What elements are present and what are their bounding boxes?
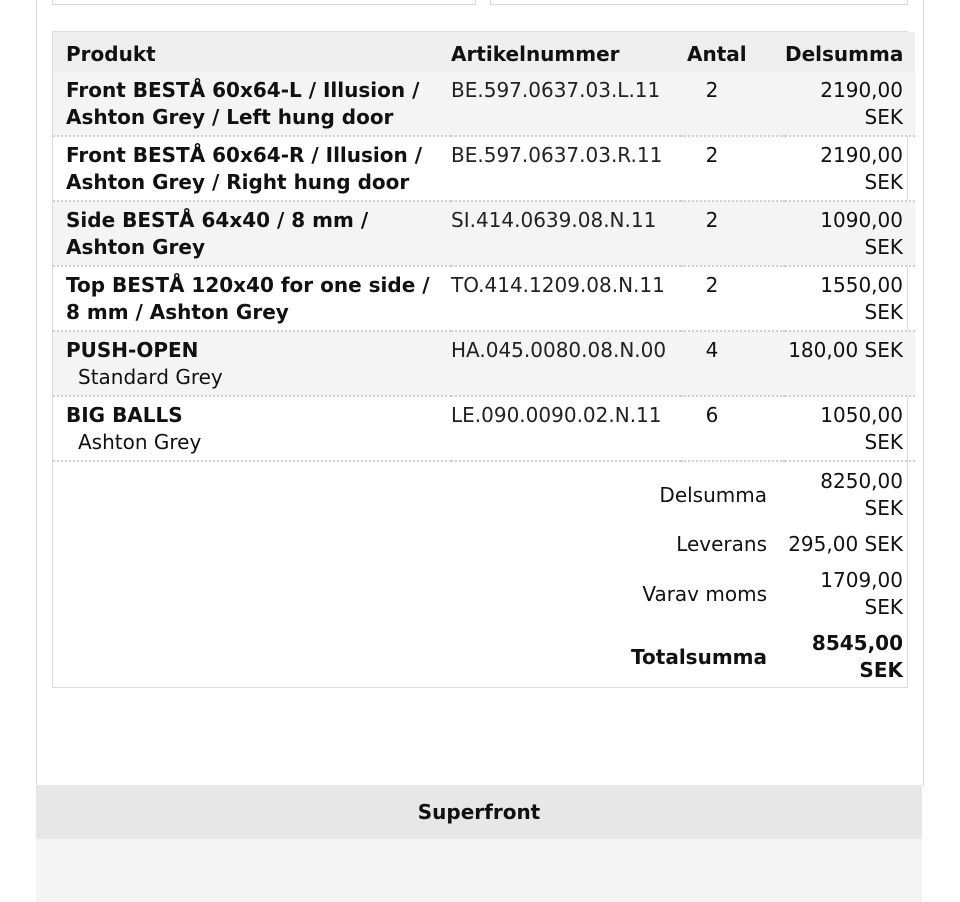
table-row bbox=[53, 266, 915, 331]
product-name: PUSH-OPEN bbox=[66, 338, 199, 362]
footer-brand-bar bbox=[36, 785, 922, 839]
article-number: BE.597.0637.03.L.11 bbox=[451, 72, 681, 136]
summary-label: Delsumma bbox=[659, 482, 767, 507]
total-value: 8545,00 SEK bbox=[811, 631, 903, 682]
line-subtotal: 1050,00 SEK bbox=[785, 396, 915, 461]
summary-row-vat bbox=[53, 561, 915, 624]
quantity: 2 bbox=[705, 78, 719, 102]
table-header-row bbox=[53, 32, 915, 72]
summary-row-total bbox=[53, 624, 915, 687]
product-cell bbox=[53, 266, 451, 331]
summary-row-shipping bbox=[53, 525, 915, 561]
article-number: BE.597.0637.03.R.11 bbox=[451, 136, 681, 201]
article-number: LE.090.0090.02.N.11 bbox=[451, 396, 681, 461]
line-subtotal: 1090,00 SEK bbox=[785, 201, 915, 266]
product-variant: Ashton Grey bbox=[78, 430, 202, 454]
quantity: 2 bbox=[705, 143, 719, 167]
product-name: Side BESTÅ 64x40 / 8 mm / Ashton Grey bbox=[66, 208, 369, 259]
product-cell bbox=[53, 136, 451, 201]
product-name: Top BESTÅ 120x40 for one side / 8 mm / Ashton Grey bbox=[66, 273, 430, 324]
summary-value: 295,00 SEK bbox=[788, 532, 903, 556]
table-row bbox=[53, 396, 915, 461]
quantity-cell bbox=[681, 201, 785, 266]
product-name: BIG BALLS bbox=[66, 403, 183, 427]
line-subtotal: 1550,00 SEK bbox=[785, 266, 915, 331]
product-variant: Standard Grey bbox=[78, 365, 223, 389]
quantity-cell bbox=[681, 331, 785, 396]
address-box-left bbox=[52, 0, 476, 5]
line-subtotal: 2190,00 SEK bbox=[785, 136, 915, 201]
total-label: Totalsumma bbox=[631, 644, 767, 669]
product-name: Front BESTÅ 60x64-L / Illusion / Ashton Grey / Left hung door bbox=[66, 78, 420, 129]
line-subtotal: 180,00 SEK bbox=[785, 331, 915, 396]
quantity: 2 bbox=[705, 273, 719, 297]
article-number: TO.414.1209.08.N.11 bbox=[451, 266, 681, 331]
header-product: Produkt bbox=[53, 32, 451, 72]
summary-label: Varav moms bbox=[642, 581, 767, 606]
article-number: SI.414.0639.08.N.11 bbox=[451, 201, 681, 266]
table-row bbox=[53, 72, 915, 136]
product-cell bbox=[53, 72, 451, 136]
summary-value: 8250,00 SEK bbox=[820, 469, 903, 520]
table-row bbox=[53, 331, 915, 396]
quantity: 6 bbox=[705, 403, 719, 427]
summary-row-subtotal bbox=[53, 461, 915, 525]
line-subtotal: 2190,00 SEK bbox=[785, 72, 915, 136]
quantity: 2 bbox=[705, 208, 719, 232]
order-table bbox=[53, 32, 915, 687]
article-number: HA.045.0080.08.N.00 bbox=[451, 331, 681, 396]
quantity-cell bbox=[681, 136, 785, 201]
table-row bbox=[53, 136, 915, 201]
quantity: 4 bbox=[705, 338, 719, 362]
footer-area bbox=[36, 839, 922, 902]
header-article-number: Artikelnummer bbox=[451, 32, 681, 72]
footer-brand: Superfront bbox=[417, 800, 541, 824]
product-name: Front BESTÅ 60x64-R / Illusion / Ashton Grey / Right hung door bbox=[66, 143, 423, 194]
product-cell bbox=[53, 396, 451, 461]
order-table-container bbox=[52, 31, 908, 688]
header-quantity: Antal bbox=[681, 32, 785, 72]
summary-value: 1709,00 SEK bbox=[820, 568, 903, 619]
summary-label: Leverans bbox=[676, 532, 767, 556]
product-cell bbox=[53, 201, 451, 266]
header-subtotal: Delsumma bbox=[785, 32, 915, 72]
product-cell bbox=[53, 331, 451, 396]
quantity-cell bbox=[681, 266, 785, 331]
quantity-cell bbox=[681, 72, 785, 136]
address-box-right bbox=[490, 0, 908, 5]
table-row bbox=[53, 201, 915, 266]
quantity-cell bbox=[681, 396, 785, 461]
